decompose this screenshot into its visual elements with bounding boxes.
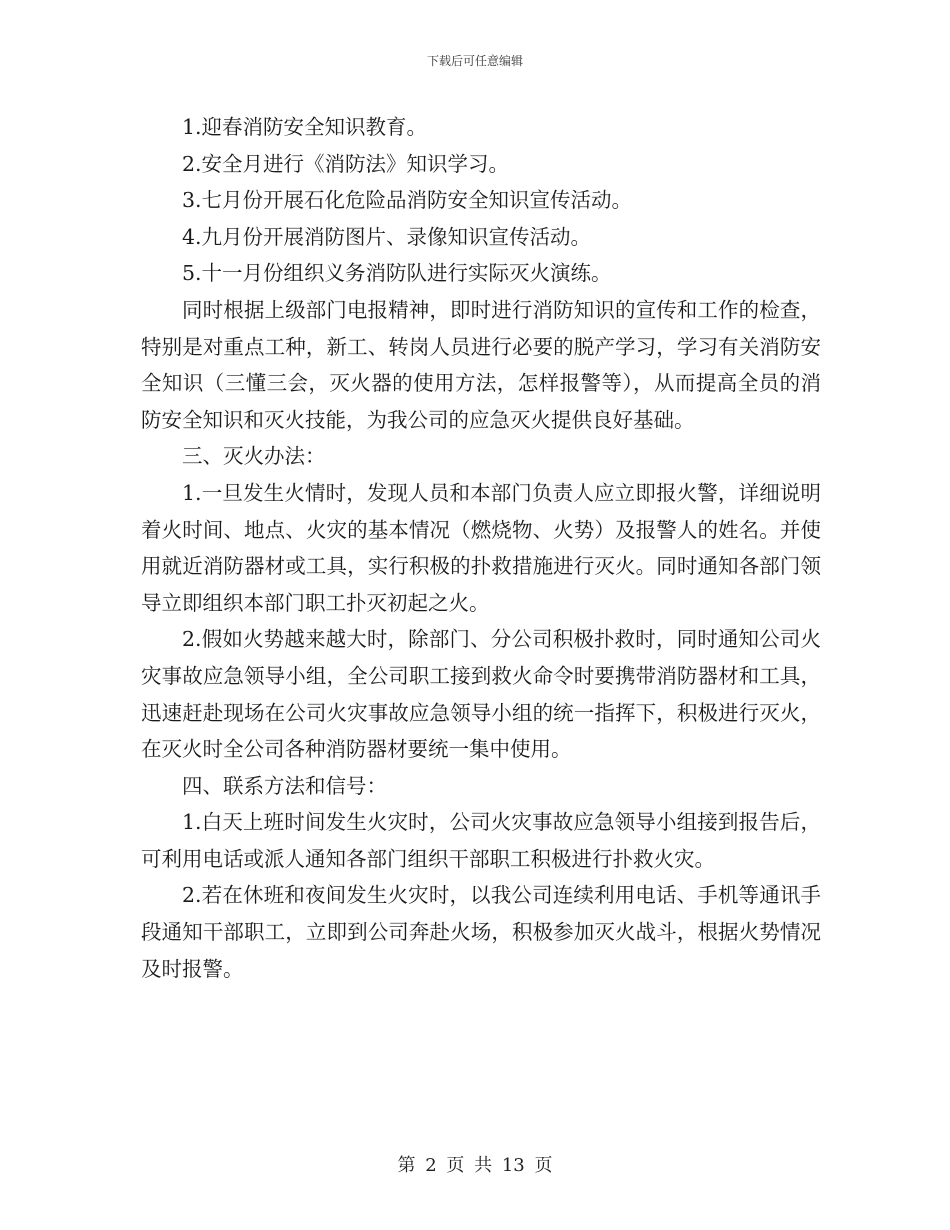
paragraph-contact-1: 1.白天上班时间发生火灾时，公司火灾事故应急领导小组接到报告后，可利用电话或派人通知各部门组织干部职工积极进行扑救火灾。 xyxy=(141,810,821,871)
paragraph-contact-2: 2.若在休班和夜间发生火灾时，以我公司连续利用电话、手机等通讯手段通知干部职工，立即到公司奔赴火场，积极参加灭火战斗，根据火势情况及时报警。 xyxy=(141,883,821,981)
section-heading-firefighting: 三、灭火办法： xyxy=(182,444,326,469)
paragraph-firefighting-1: 1.一旦发生火情时，发现人员和本部门负责人应立即报火警，详细说明着火时间、地点、火灾的基本情况（燃烧物、火势）及报警人的姓名。并使用就近消防器材或工具，实行积极的扑救措施进行灭火。同时通知各部门领导立即组织本部门职工扑灭初起之火。 xyxy=(141,480,821,615)
section-heading-contact: 四、联系方法和信号： xyxy=(182,773,387,798)
paragraph-item-2: 2.安全月进行《消防法》知识学习。 xyxy=(182,151,510,176)
document-body xyxy=(141,109,821,987)
page-header: 下载后可任意编辑 xyxy=(426,54,523,68)
paragraph-item-4: 4.九月份开展消防图片、录像知识宣传活动。 xyxy=(182,224,592,249)
paragraph-item-3: 3.七月份开展石化危险品消防安全知识宣传活动。 xyxy=(182,188,633,213)
page-number-footer: 第 2 页 共 13 页 xyxy=(397,1155,553,1176)
paragraph-item-1: 1.迎春消防安全知识教育。 xyxy=(182,115,428,139)
paragraph-item-5: 5.十一月份组织义务消防队进行实际灭火演练。 xyxy=(182,261,612,286)
paragraph-firefighting-2: 2.假如火势越来越大时，除部门、分公司积极扑救时，同时通知公司火灾事故应急领导小组，全公司职工接到救火命令时要携带消防器材和工具，迅速赶赴现场在公司火灾事故应急领导小组的统一指挥下，积极进行灭火，在灭火时全公司各种消防器材要统一集中使用。 xyxy=(141,627,821,762)
paragraph-training: 同时根据上级部门电报精神，即时进行消防知识的宣传和工作的检查，特别是对重点工种，新工、转岗人员进行必要的脱产学习，学习有关消防安全知识（三懂三会，灭火器的使用方法，怎样报警等），从而提高全员的消防安全知识和灭火技能，为我公司的应急灭火提供良好基础。 xyxy=(141,297,821,432)
